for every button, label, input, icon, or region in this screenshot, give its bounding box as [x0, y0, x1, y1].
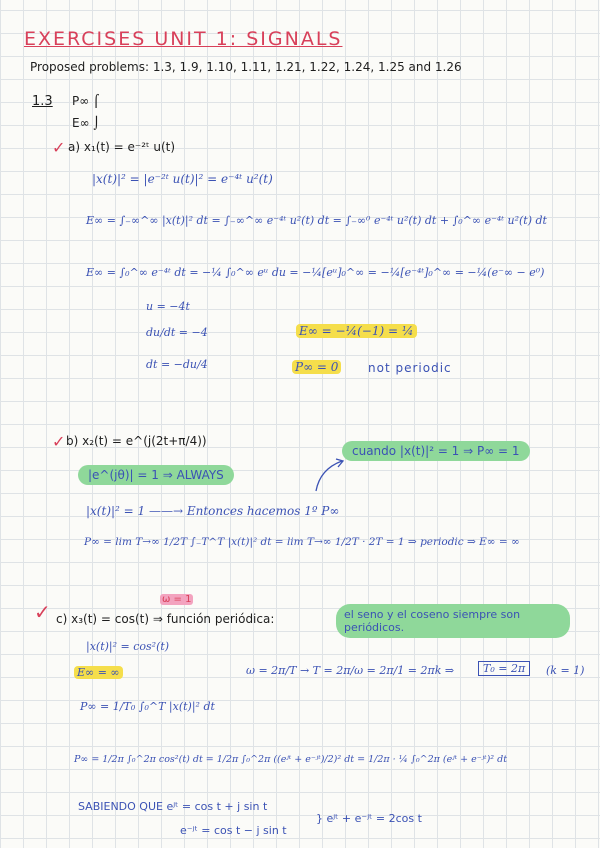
sub-du: du/dt = −4 [146, 326, 208, 339]
sabiendo-line-2: e⁻ʲᵗ = cos t − j sin t [180, 824, 287, 837]
arrow-annotation [310, 455, 350, 495]
check-c: ✓ [34, 600, 51, 624]
sub-dt: dt = −du/4 [146, 358, 208, 371]
check-a: ✓ [52, 138, 66, 157]
part-c-heading: c) x₃(t) = cos(t) ⇒ función periódica: [56, 612, 275, 626]
sabiendo-line: SABIENDO QUE eʲᵗ = cos t + j sin t [78, 800, 268, 813]
part-b-heading: b) x₂(t) = e^(j(2t+π/4)) [66, 434, 207, 448]
k-note: (k = 1) [546, 664, 585, 677]
sabiendo-result: } eʲᵗ + e⁻ʲᵗ = 2cos t [316, 812, 422, 825]
not-periodic-note: not periodic [368, 361, 452, 375]
cuando-note-text: cuando |x(t)|² = 1 ⇒ P∞ = 1 [342, 441, 530, 461]
a-line-3: E∞ = ∫₀^∞ e⁻⁴ᵗ dt = −¼ ∫₀^∞ eᵘ du = −¼[eᵘ]₀^∞ = −¼[e⁻⁴ᵗ]₀^∞ = −¼(e⁻∞ − e⁰) [86, 266, 545, 279]
check-b: ✓ [52, 432, 66, 451]
always-note-text: |e^(jθ)| = 1 ⇒ ALWAYS [78, 465, 234, 485]
pinf-def: P∞ = 1/T₀ ∫₀^T |x(t)|² dt [80, 700, 215, 713]
always-note [78, 468, 234, 482]
problem-number: 1.3 [32, 94, 53, 109]
proposed-problems: Proposed problems: 1.3, 1.9, 1.10, 1.11, 1.21, 1.22, 1.24, 1.25 and 1.26 [30, 60, 462, 74]
cuando-note [342, 444, 530, 458]
c-einf-text: E∞ = ∞ [74, 666, 123, 679]
omega-line: ω = 2π/T → T = 2π/ω = 2π/1 = 2πk ⇒ [246, 664, 455, 677]
green-note: el seno y el coseno siempre son periódicos. [336, 604, 570, 638]
t0-box [478, 662, 530, 675]
page-title: EXERCISES UNIT 1: SIGNALS [24, 28, 343, 50]
einf-result [296, 324, 417, 338]
c-einf [74, 666, 123, 679]
a-line-1: |x(t)|² = |e⁻²ᵗ u(t)|² = e⁻⁴ᵗ u²(t) [92, 172, 273, 186]
pinf-result-text: P∞ = 0 [292, 360, 341, 374]
part-a-heading: a) x₁(t) = e⁻²ᵗ u(t) [68, 140, 176, 154]
b-line-1: |x(t)|² = 1 ——→ Entonces hacemos 1º P∞ [86, 504, 340, 518]
einf-label: E∞ ⌡ [72, 116, 100, 130]
a-line-2: E∞ = ∫₋∞^∞ |x(t)|² dt = ∫₋∞^∞ e⁻⁴ᵗ u²(t) dt = ∫₋∞⁰ e⁻⁴ᵗ u²(t) dt + ∫₀^∞ e⁻⁴ᵗ u²(t) dt [86, 214, 547, 227]
b-line-2: P∞ = lim T→∞ 1/2T ∫₋T^T |x(t)|² dt = lim T→∞ 1/2T · 2T = 1 ⇒ periodic ⇒ E∞ = ∞ [84, 536, 520, 548]
pinf-result [292, 360, 341, 374]
pinf-2pi: P∞ = 1/2π ∫₀^2π cos²(t) dt = 1/2π ∫₀^2π ((eʲᵗ + e⁻ʲᵗ)/2)² dt = 1/2π · ¼ ∫₀^2π (eʲᵗ + e⁻ʲᵗ)² dt [74, 754, 508, 765]
einf-result-text: E∞ = −¼(−1) = ¼ [296, 324, 417, 338]
pinf-label: P∞ ⌠ [72, 94, 100, 108]
sub-u: u = −4t [146, 300, 190, 313]
c-line-1: |x(t)|² = cos²(t) [86, 640, 170, 653]
omega-label-text: ω = 1 [162, 594, 192, 605]
omega-label [160, 594, 193, 605]
t0-box-text: T₀ = 2π [478, 661, 530, 676]
